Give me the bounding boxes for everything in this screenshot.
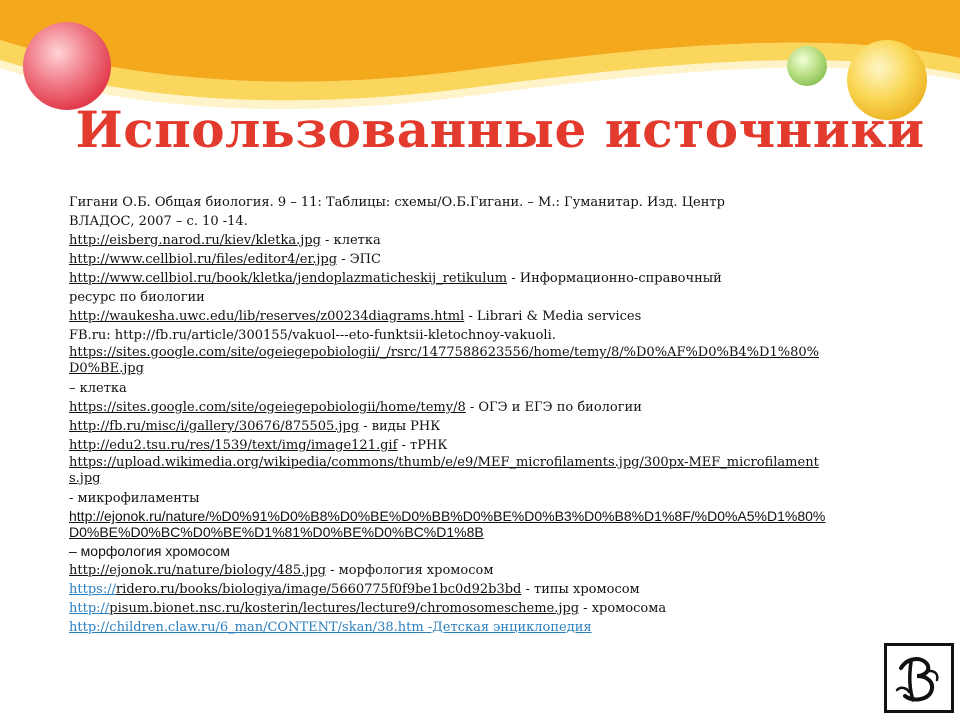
reference-7-desc — [69, 379, 829, 398]
reference-link[interactable]: http://www.cellbiol.ru/book/kletka/jendoplazmaticheskij_retikulum — [69, 271, 508, 286]
calligraphic-mark-icon — [887, 646, 951, 710]
reference-desc: - Информационно-справочный — [507, 271, 722, 286]
reference-2 — [69, 231, 829, 250]
reference-desc: - ОГЭ и ЕГЭ по биологии — [465, 400, 642, 415]
reference-1 — [69, 193, 829, 212]
reference-desc: - морфология хромосом — [325, 563, 494, 578]
green-bubble — [787, 46, 827, 86]
reference-link[interactable]: https://upload.wikimedia.org/wikipedia/commons/thumb/e/e9/MEF_microfilaments.jpg/300px-MEF_microfilaments.jpg — [69, 455, 819, 486]
reference-desc: - микрофиламенты — [69, 491, 200, 506]
reference-12 — [69, 508, 829, 540]
reference-link[interactable]: http://eisberg.narod.ru/kiev/kletka.jpg — [69, 233, 321, 248]
reference-desc: – клетка — [69, 381, 127, 396]
reference-text: Гигани О.Б. Общая биология. 9 – 11: Таблицы: схемы/О.Б.Гигани. – М.: Гуманитар. Изд. Центр — [69, 195, 725, 210]
reference-desc: - тРНК — [397, 438, 448, 453]
reference-4 — [69, 269, 829, 288]
reference-link[interactable]: http://www.cellbiol.ru/files/editor4/er.jpg — [69, 252, 338, 267]
reference-desc-link[interactable]: -Детская энциклопедия — [423, 620, 592, 635]
reference-text: ресурс по биологии — [69, 290, 205, 305]
red-bubble — [23, 22, 111, 110]
reference-desc: - клетка — [320, 233, 381, 248]
reference-desc: - ЭПС — [337, 252, 381, 267]
reference-link[interactable]: http://children.claw.ru/6_man/CONTENT/skan/38.htm — [69, 620, 424, 635]
reference-desc: - хромосома — [579, 601, 667, 616]
reference-desc: - виды РНК — [359, 419, 441, 434]
reference-7 — [69, 345, 829, 377]
reference-15 — [69, 599, 829, 618]
reference-desc: - Librari & Media services — [464, 309, 642, 324]
reference-1-cont — [69, 212, 829, 231]
reference-13 — [69, 561, 829, 580]
reference-9 — [69, 417, 829, 436]
references-list — [69, 193, 829, 637]
reference-10 — [69, 436, 829, 455]
reference-16 — [69, 618, 829, 637]
reference-link[interactable]: https://sites.google.com/site/ogeiegepobiologii/_/rsrc/1477588623556/home/temy/8/%D0%AF%D0%B4%D1%80%D0%BE.jpg — [69, 345, 819, 376]
reference-6 — [69, 326, 829, 345]
reference-link-protocol[interactable]: https:// — [69, 582, 116, 597]
reference-link[interactable]: http://ejonok.ru/nature/biology/485.jpg — [69, 563, 326, 578]
reference-desc: – морфология хромосом — [69, 543, 230, 559]
reference-12-desc — [69, 542, 829, 561]
reference-desc: - типы хромосом — [521, 582, 640, 597]
reference-3 — [69, 250, 829, 269]
reference-14 — [69, 580, 829, 599]
reference-5 — [69, 307, 829, 326]
page-title: Использованные источники — [75, 100, 925, 159]
reference-link[interactable]: http://edu2.tsu.ru/res/1539/text/img/image121.gif — [69, 438, 398, 453]
reference-link[interactable]: ridero.ru/books/biologiya/image/5660775f0f9be1bc0d92b3bd — [115, 582, 522, 597]
reference-link[interactable]: http://waukesha.uwc.edu/lib/reserves/z00234diagrams.html — [69, 309, 465, 324]
reference-link[interactable]: http://fb.ru/misc/i/gallery/30676/875505.jpg — [69, 419, 360, 434]
reference-4-cont — [69, 288, 829, 307]
reference-11-desc — [69, 489, 829, 508]
corner-logo[interactable] — [884, 643, 954, 713]
reference-link-protocol[interactable]: http:// — [69, 601, 110, 616]
reference-8 — [69, 398, 829, 417]
reference-text: FB.ru: http://fb.ru/article/300155/vakuol---eto-funktsii-kletochnoy-vakuoli. — [69, 328, 556, 343]
reference-11 — [69, 455, 829, 487]
reference-text: ВЛАДОС, 2007 – с. 10 -14. — [69, 214, 248, 229]
reference-link[interactable]: http://ejonok.ru/nature/%D0%91%D0%B8%D0%BE%D0%BB%D0%BE%D0%B3%D0%B8%D1%8F/%D0%A5%D1%80%D0%BE%D0%BC%D0%BE%D1%81%D0%BE%D0%BC%D1%8B — [69, 508, 826, 540]
reference-link[interactable]: pisum.bionet.nsc.ru/kosterin/lectures/lecture9/chromosomescheme.jpg — [109, 601, 580, 616]
reference-link[interactable]: https://sites.google.com/site/ogeiegepobiologii/home/temy/8 — [69, 400, 466, 415]
